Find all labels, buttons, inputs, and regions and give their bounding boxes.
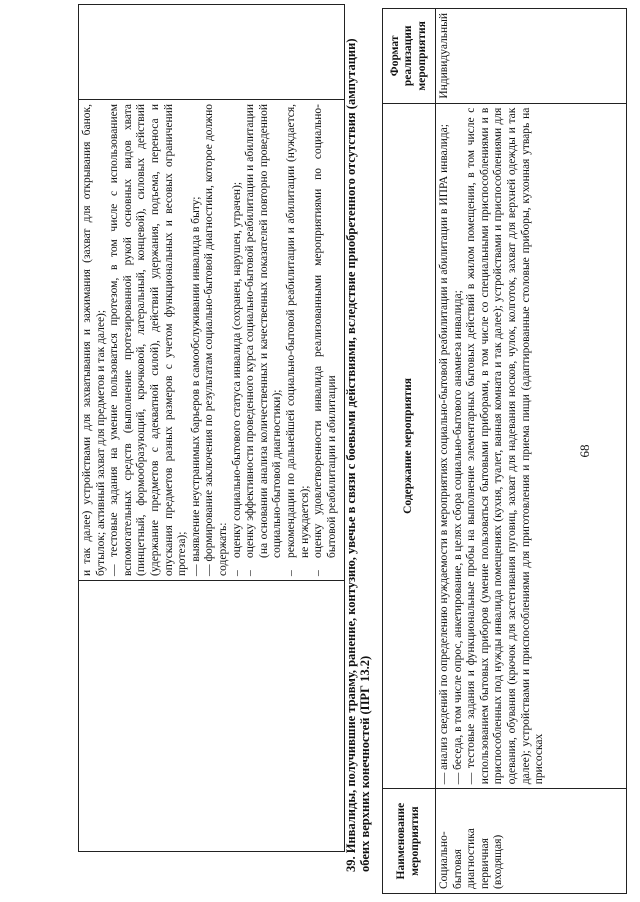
empty-format-cell [79,5,345,100]
content-line: — выявление неустранимых барьеров в самообслуживании инвалида в быту; [189,196,202,576]
table-row [436,9,627,894]
header-name: Наименование мероприятия [383,789,436,894]
content-line: и так далее) устройствами для захватывания и зажимания (захват для открывания банок, бутылок; активный захват для предметов и так далее); [81,104,107,576]
header-format: Формат реализации мероприятия [383,9,436,104]
list-item: – рекомендации по дальнейшей социально-бытовой реабилитации и абилитации (нуждается, не нуждается); [284,104,311,576]
header-content: Содержание мероприятия [383,103,436,789]
content-cell [79,100,345,581]
measure-name-cell: Социально-бытовая диагностика первичная (входящая) [436,789,627,894]
section-heading: 39. Инвалиды, получившие травму, ранение, контузию, увечье в связи с боевыми действиями, вследствие приобретенного отсутствия (ампутации) обеих верхних конечностей (ПРГ 13.2) [344,38,372,872]
content-line: — анализ сведений по определению нуждаемости в мероприятиях социально-бытовой реабилитации и абилитации в ИПРА инвалида; [438,124,450,785]
continuation-table [78,4,345,852]
page-number: 68 [577,444,592,458]
content-line: — тестовые задания на умение пользоваться протезом, в том числе с использованием вспомогательных средств (выполнение протезированной рукой основных видов хвата (пинцетный, формообразующий, крючковой, латеральный, концевой), силовых действий (удержание предметов с адекватной силой), действий удержания, подъема, переноса и опускания предметов разных размеров с учетом функциональных и весовых ограничений протеза); [108,104,189,576]
measure-content-cell [436,103,627,789]
list-item: – оценку эффективности проведенного курса социально-бытовой реабилитации и абилитации (на основании анализа количественных и качественных показателей повторно проведенной социально-бытовой диагностики); [244,104,284,576]
content-line: — тестовые задания и функциональные пробы на выполнение элементарных бытовых действий в жилом помещении, в том числе с использованием бытовых приборов (умение пользоваться бытовыми приборами, в том числе со специальными приспособлениями и в приспособленных под нужды инвалида помещениях (кухня, туалет, ванная комната и так далее); устройствами и приспособлениями для одевания, обувания (крючок для застегивания пуговиц, захват для надевания носков, чулок, колготок, захват для верхней одежды и так далее); устройствами и приспособлениями для приготовления и приема пищи (адаптированные столовые приборы, кухонная утварь на присосках [465,107,546,785]
header-row [383,9,436,894]
content-line: — формирование заключения по результатам социально-бытовой диагностики, которое должно содержать: [203,104,229,576]
content-line: — беседа, в том числе опрос, анкетирование, в целях сбора социально-бытового анамнеза инвалида; [451,290,464,785]
measures-table [382,8,627,894]
measure-format-cell: Индивидуальный [436,9,627,104]
table-row [79,5,345,852]
list-item: – оценку удовлетворенности инвалида реализованными мероприятиями по социально-бытовой реабилитации и абилитации [312,104,338,576]
list-item: – оценку социально-бытового статуса инвалида (сохранен, нарушен, утрачен); [230,181,243,576]
empty-name-cell [79,581,345,852]
